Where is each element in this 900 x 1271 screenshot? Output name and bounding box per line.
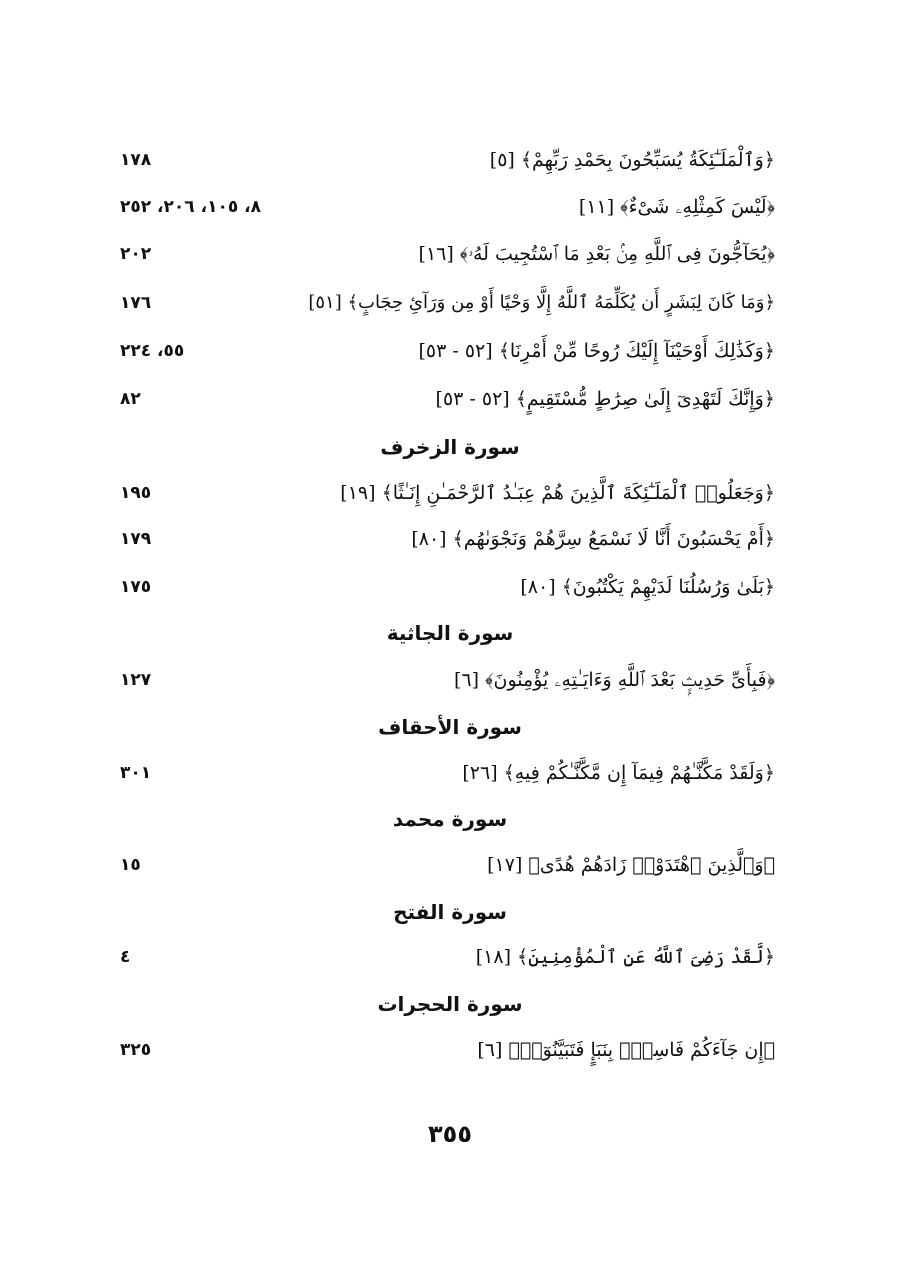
index-entry	[110, 937, 775, 977]
page-number: ٣٥٥	[428, 1120, 472, 1148]
page-references: ٨، ١٠٥، ٢٠٦، ٢٥٢	[120, 197, 261, 217]
page-references: ٥٥، ٢٢٤	[120, 341, 185, 361]
index-entry	[110, 187, 775, 227]
verse-text: ﴿وَلَقَدْ مَكَّنَّـٰهُمْ فِيمَآ إِن مَّكَّنَّـٰكُمْ فِيهِ﴾ [٢٦]	[462, 762, 775, 784]
verse-text: ﴿أَمْ يَحْسَبُونَ أَنَّا لَا نَسْمَعُ سِرَّهُمْ وَنَجْوَىٰهُم﴾ [٨٠]	[411, 528, 775, 550]
verse-text: ﴿فَبِأَىِّ حَدِيثٍۭ بَعْدَ ٱللَّهِ وَءَايَـٰتِهِۦ يُؤْمِنُونَ﴾ [٦]	[454, 669, 775, 691]
index-entry	[110, 331, 775, 371]
page-references: ١٧٦	[120, 293, 152, 313]
page-references: ١٧٨	[120, 150, 152, 170]
index-entry	[110, 473, 775, 513]
page-references: ٢٠٢	[120, 244, 152, 264]
verse-text: ﴿يُحَآجُّونَ فِى ٱللَّهِ مِنۢ بَعْدِ مَا ٱسْتُجِيبَ لَهُۥ﴾ [١٦]	[418, 243, 775, 265]
surah-heading: سورة محمد	[392, 807, 508, 831]
index-entry	[110, 234, 775, 274]
index-entry	[110, 1030, 775, 1070]
index-entry	[110, 283, 775, 323]
surah-heading: سورة الأحقاف	[378, 715, 522, 739]
verse-text: ﴿لَيْسَ كَمِثْلِهِۦ شَىْءٌ﴾ [١١]	[578, 196, 775, 218]
index-entry	[110, 519, 775, 559]
verse-text: ﴿وَٱلْمَلَـٰٓئِكَةُ يُسَبِّحُونَ بِحَمْدِ رَبِّهِمْ﴾ [٥]	[489, 149, 775, 171]
page-references: ١٩٥	[120, 483, 152, 503]
index-entry	[110, 379, 775, 419]
page-references: ١٧٥	[120, 577, 152, 597]
index-entry	[110, 140, 775, 180]
verse-text: ﴿بَلَىٰ وَرُسُلُنَا لَدَيْهِمْ يَكْتُبُونَ﴾ [٨٠]	[520, 576, 775, 598]
verse-text: ﴿وَمَا كَانَ لِبَشَرٍ أَن يُكَلِّمَهُ ٱللَّهُ إِلَّا وَحْيًا أَوْ مِن وَرَآئِ حِجَابٍ﴾ [٥١]	[308, 292, 775, 313]
surah-heading: سورة الفتح	[393, 900, 507, 924]
verse-text: ﴿لَّقَدْ رَضِىَ ٱللَّهُ عَنِ ٱلْمُؤْمِنِينَ﴾ [١٨]	[475, 946, 775, 968]
page-references: ٨٢	[120, 389, 141, 409]
verse-text: ﴿وَكَذَٰلِكَ أَوْحَيْنَآ إِلَيْكَ رُوحًا مِّنْ أَمْرِنَا﴾ [٥٢ - ٥٣]	[418, 340, 775, 362]
page-references: ٣٢٥	[120, 1040, 152, 1060]
surah-heading: سورة الحجرات	[377, 992, 523, 1016]
page-references: ١٧٩	[120, 529, 152, 549]
index-entry	[110, 567, 775, 607]
index-entry	[110, 753, 775, 793]
index-entry	[110, 660, 775, 700]
page-references: ٤	[120, 947, 131, 967]
index-entry	[110, 845, 775, 885]
verse-text: ﴿إِن جَآءَكُمْ فَاسِقٌۢ بِنَبَإٍ فَتَبَيَّنُوٓا۟﴾ [٦]	[477, 1039, 775, 1061]
verse-text: ﴿وَٱلَّذِينَ ٱهْتَدَوْا۟ زَادَهُمْ هُدًى﴾ [١٧]	[487, 854, 775, 876]
surah-heading: سورة الزخرف	[380, 435, 520, 459]
page-references: ١٥	[120, 855, 141, 875]
verse-text: ﴿وَجَعَلُوا۟ ٱلْمَلَـٰٓئِكَةَ ٱلَّذِينَ هُمْ عِبَـٰدُ ٱلرَّحْمَـٰنِ إِنَـٰثًا﴾ [١٩]	[340, 482, 775, 504]
surah-heading: سورة الجاثية	[386, 621, 514, 645]
verse-text: ﴿وَإِنَّكَ لَتَهْدِىٓ إِلَىٰ صِرَٰطٍ مُّسْتَقِيمٍ﴾ [٥٢ - ٥٣]	[435, 388, 775, 410]
page-references: ٣٠١	[120, 763, 152, 783]
page-references: ١٢٧	[120, 670, 152, 690]
